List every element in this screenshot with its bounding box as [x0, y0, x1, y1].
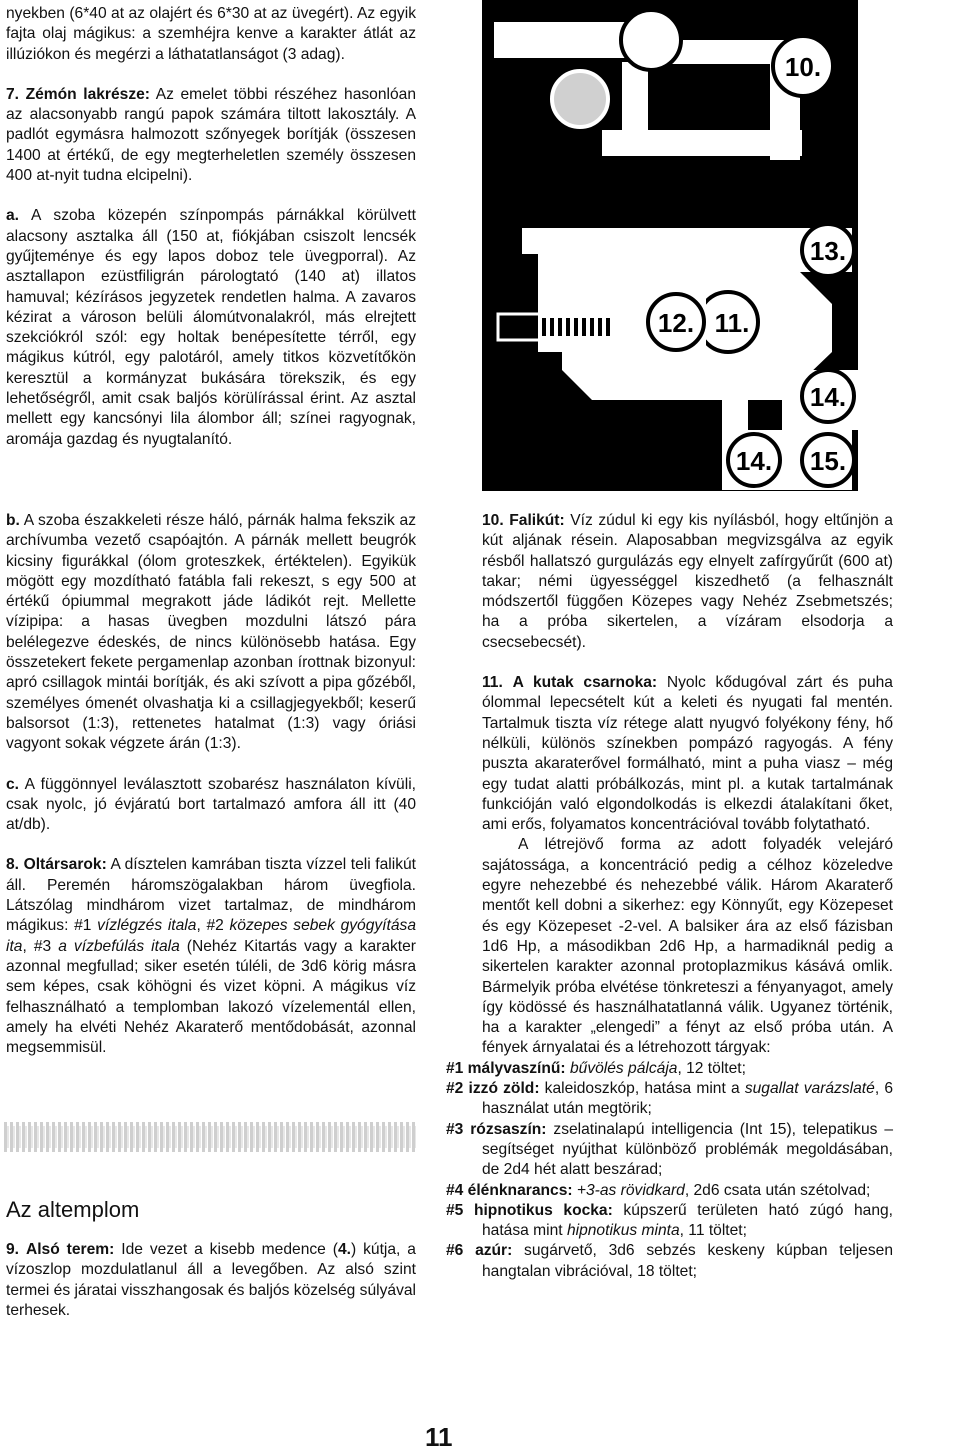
magic-item-5-text-2: , 11 töltet; [679, 1222, 747, 1240]
section-9-ref: 4. [337, 1241, 351, 1258]
section-11-title: A kutak csarnoka: [512, 674, 658, 692]
left-column [6, 4, 416, 450]
magic-item-5 [446, 1201, 894, 1242]
section-7 [6, 85, 416, 186]
section-10 [482, 511, 893, 653]
section-b [6, 511, 416, 755]
section-10-text: Víz zúdul ki egy kis nyílásból, hogy eltűnjön a kút aljának résein. Alaposabban megvizsgálva az egyik résből hallatszó gurgulázás egy elnyelt zafírgyűrűt (600 at) takar; némi ügyességgel kiszedhető (a felhasznált módszertől függően Közepes vagy Nehéz Zsebmetszés; ha a próba sikertelen, a vízáram elsodorja a csecsebecsét). [482, 512, 893, 651]
section-8-title: Oltársarok: [23, 856, 107, 874]
decorative-ornament [4, 1120, 416, 1154]
map-label-15: 15. [809, 446, 847, 476]
section-11-text: Nyolc kődugóval zárt és puha ólommal lepecsételt kút a keleti és nyugati fal mentén. Tartalmuk tiszta víz rétege alatt nyugvó folyékony fény, hő nélküli, különös színekben pompázó ragyogás. A fény puszta akaraterővel formálható, mint a puha viasz – még egy tudat alatti próbálkozás, mint pl. a kutak tartalmának funkcióján való elgondolkodás is elkezdi átalakítani őket, ami erős, folyamatos koncentrációval tovább folytatható. [482, 674, 893, 834]
map-label-9: 9. [551, 26, 573, 56]
map-label-12: 12. [657, 308, 695, 338]
section-8-text-3: , #3 [22, 937, 59, 955]
map-label-11: 11. [714, 308, 750, 338]
right-column [446, 511, 894, 1282]
section-10-title: Falikút: [509, 512, 565, 529]
section-8-text-4: (Nehéz Kitartás vagy a karakter azonnal megfullad; siker esetén túléli, de 3d6 körig másra sem képes, csak köhögni és vizet köpni. A mágikus víz felhasználható a templomban lakozó vízelementál ellen, amely ha elvéti Nehéz Akaraterő mentődobását, azonnal megsemmisül. [6, 937, 416, 1057]
section-9-text-1: Ide vezet a kisebb medence ( [114, 1241, 338, 1258]
magic-item-4-name: #4 élénknarancs: [446, 1181, 573, 1199]
dungeon-map [482, 0, 858, 491]
magic-item-4-text: , 2d6 csata után szétolvad; [684, 1181, 871, 1199]
section-a-label: a. [6, 207, 20, 225]
section-b-text: A szoba északkeleti része háló, párnák halma fekszik az archívumba vezető csapóajtón. A párnák mellett beugrók kicsiny figurákkal (ólom groteszkek, értéktelen). Egyikük mögött egy mozdítható fatábla fali rekeszt, s egy 500 at értékű ópiummal megrakott jáde ládikót rejt. Mellette vízipipa: a hasas üvegben mozdulni látszó pára belélegezve édeskés, de nincs különösebb hatása. Egy összetekert fekete pergamenlap azonban írottnak bizonyul: apró csillagok mintái borítják, és aki szívott a pipa gőzéből, személyes ómenét olvashatja ki a csillagjegyekből; keserű balsorsot (1:3), rettenetes hatalmat (1:3) vagy óriási vagyont sokak végzete árán (1:3). [6, 512, 416, 753]
magic-item-3-name: #3 rózsaszín: [446, 1120, 547, 1138]
magic-item-6-text: sugárvető, 3d6 sebzés keskeny kúpban teljesen hangtalan vibrációval, 18 töltet; [482, 1242, 893, 1280]
magic-item-1-item: bűvölés pálcája [569, 1059, 678, 1077]
section-7-title: Zémón lakrésze: [25, 85, 151, 103]
magic-item-2 [446, 1079, 893, 1120]
section-8-text-2: , #2 [196, 917, 230, 935]
section-9-text-2: ) kútja, a vízoszlop mozdulatlanul áll a levegőben. Az alsó szint termei és járatai visszhangosak és baljós közelség súlyával terhesek. [6, 1241, 416, 1319]
section-9-title: Alsó terem: [25, 1241, 115, 1258]
section-b-label: b. [6, 512, 20, 529]
section-11 [482, 673, 893, 835]
section-c-text: A függönnyel leválasztott szobarész használaton kívüli, csak nyolc, jó évjáratú bort tartalmazó amfora áll itt (40 at/db). [6, 775, 416, 834]
potion-healing: közepes sebek gyógyítása ita [6, 917, 416, 955]
page-heading: Az altemplom [6, 1197, 140, 1222]
map-pool-small [552, 71, 608, 127]
map-label-14b: 14. [735, 446, 773, 476]
magic-item-1-text: , 12 töltet; [677, 1059, 746, 1077]
magic-item-6 [446, 1241, 893, 1282]
section-10-number: 10. [482, 512, 504, 529]
magic-item-5-name: #5 hipnotikus kocka: [446, 1201, 613, 1219]
map-label-13: 13. [809, 236, 847, 266]
section-9-number: 9. [6, 1241, 20, 1258]
potion-water-breathing: vízlégzés itala [97, 917, 197, 935]
magic-item-4-item: +3-as rövidkard [576, 1181, 685, 1199]
section-11-number: 11. [482, 674, 503, 692]
magic-item-4 [446, 1181, 893, 1201]
section-7-number: 7. [6, 85, 20, 103]
section-11-paragraph-2: A létrejövő forma az adott folyadék velejáró sajátossága, a koncentráció pedig a célhoz közeledve egyre nehezebbé és nehezebbé válik. Három Akaraterő mentőt kell dobni a sikerhez: egy Könnyűt, egy Közepeset és egy Közepeset -2-vel. A balsiker ára az első fázisban 1d6 Hp, a másodikban 2d6 Hp, a harmadiknál pedig a sikertelen karakter azonnal protoplazmikus kásává omlik. Bármelyik próba elvétése tönkreteszi a fényanyagot, amely így ködössé és használhatatlanná válik. Ugyanez történik, ha a karakter „elengedi” a fényt az első próba után. A fények árnyalatai és a létrehozott tárgyak: [482, 836, 893, 1057]
section-a [6, 206, 416, 450]
map-pool-large [621, 10, 681, 70]
magic-item-3-text: zselatinalapú intelligencia (Int 15), telepatikus – segítséget nyújthat különböző problémák megoldásában, de 2d4 hét alatt beszárad; [482, 1120, 893, 1179]
magic-item-6-name: #6 azúr: [446, 1242, 513, 1260]
section-c-label: c. [6, 775, 20, 793]
page-number: 11 [425, 1422, 453, 1452]
section-7-text: Az emelet többi részéhez hasonlóan az alacsonyabb rangú papok számára tiltott lakosztály. A padlót egymásra halmozott szőnyegek borítják (összesen 1400 at értékű, de egy megterheletlen személy összesen 400 at-nyit tudna elcipelni). [6, 85, 416, 185]
magic-item-1-name: #1 mályvaszínű: [446, 1059, 566, 1077]
magic-item-2-text-2: , 6 használat után megtörik; [482, 1080, 893, 1118]
section-c [6, 775, 416, 836]
section-9 [6, 1240, 416, 1321]
magic-item-3 [446, 1120, 893, 1181]
magic-item-2-text-1: kaleidoszkóp, hatása mint a [539, 1080, 745, 1098]
magic-item-2-name: #2 izzó zöld: [446, 1080, 540, 1098]
left-column-bottom [6, 1196, 416, 1321]
section-8 [6, 855, 416, 1058]
magic-item-2-spell: sugallat varázslaté [744, 1080, 875, 1098]
magic-item-1 [446, 1059, 893, 1079]
map-label-10: 10. [784, 52, 822, 82]
magic-item-5-spell: hipnotikus minta [566, 1222, 680, 1240]
left-column-lower [6, 511, 416, 1058]
map-label-14a: 14. [809, 382, 847, 412]
section-8-text-1: A dísztelen kamrában tiszta vízzel teli falikút áll. Peremén háromszögalakban három üvegfiola. Látszólag mindhárom vizet tartalmaz, de mindhárom mágikus: #1 [6, 856, 416, 935]
potion-drowning: a vízbefúlás itala [58, 937, 180, 955]
section-8-number: 8. [6, 856, 20, 874]
section-a-text: A szoba közepén színpompás párnákkal körülvett alacsony asztalka áll (150 at, fiókjában csiszolt lencsék gyűjteménye és egy lapos doboz tele üvegporral). Az asztallapon ezüstfiligrán párologtató (140 at) illatos hamuval; kézírásos jegyzetek rendetlen halma. A zavaros kézirat a városon belüli álomútvonalakról, más elrejtett szekciókról szól: egy holtak benépesítette térről, egy mágikus kútról, egy palotáról, amely titkos közvetítőkön keresztül a kormányzat bukására törekszik, és egy lehetőségről, amit csak baljós körülírással érint. Az asztal mellett egy kancsónyi lila álombor áll; színei ragyognak, aromája gazdag és nyugtalanító. [6, 207, 416, 448]
paragraph-continuation: nyekben (6*40 at az olajért és 6*30 at az üvegért). Az egyik fajta olaj mágikus: a szemhéjra kenve a karakter átlát az illúziókon és megérzi a láthatatlanságot (3 adag). [6, 5, 416, 63]
magic-item-5-text-1: kúpszerű területen ható zúgó hang, hatása mint [482, 1201, 894, 1240]
